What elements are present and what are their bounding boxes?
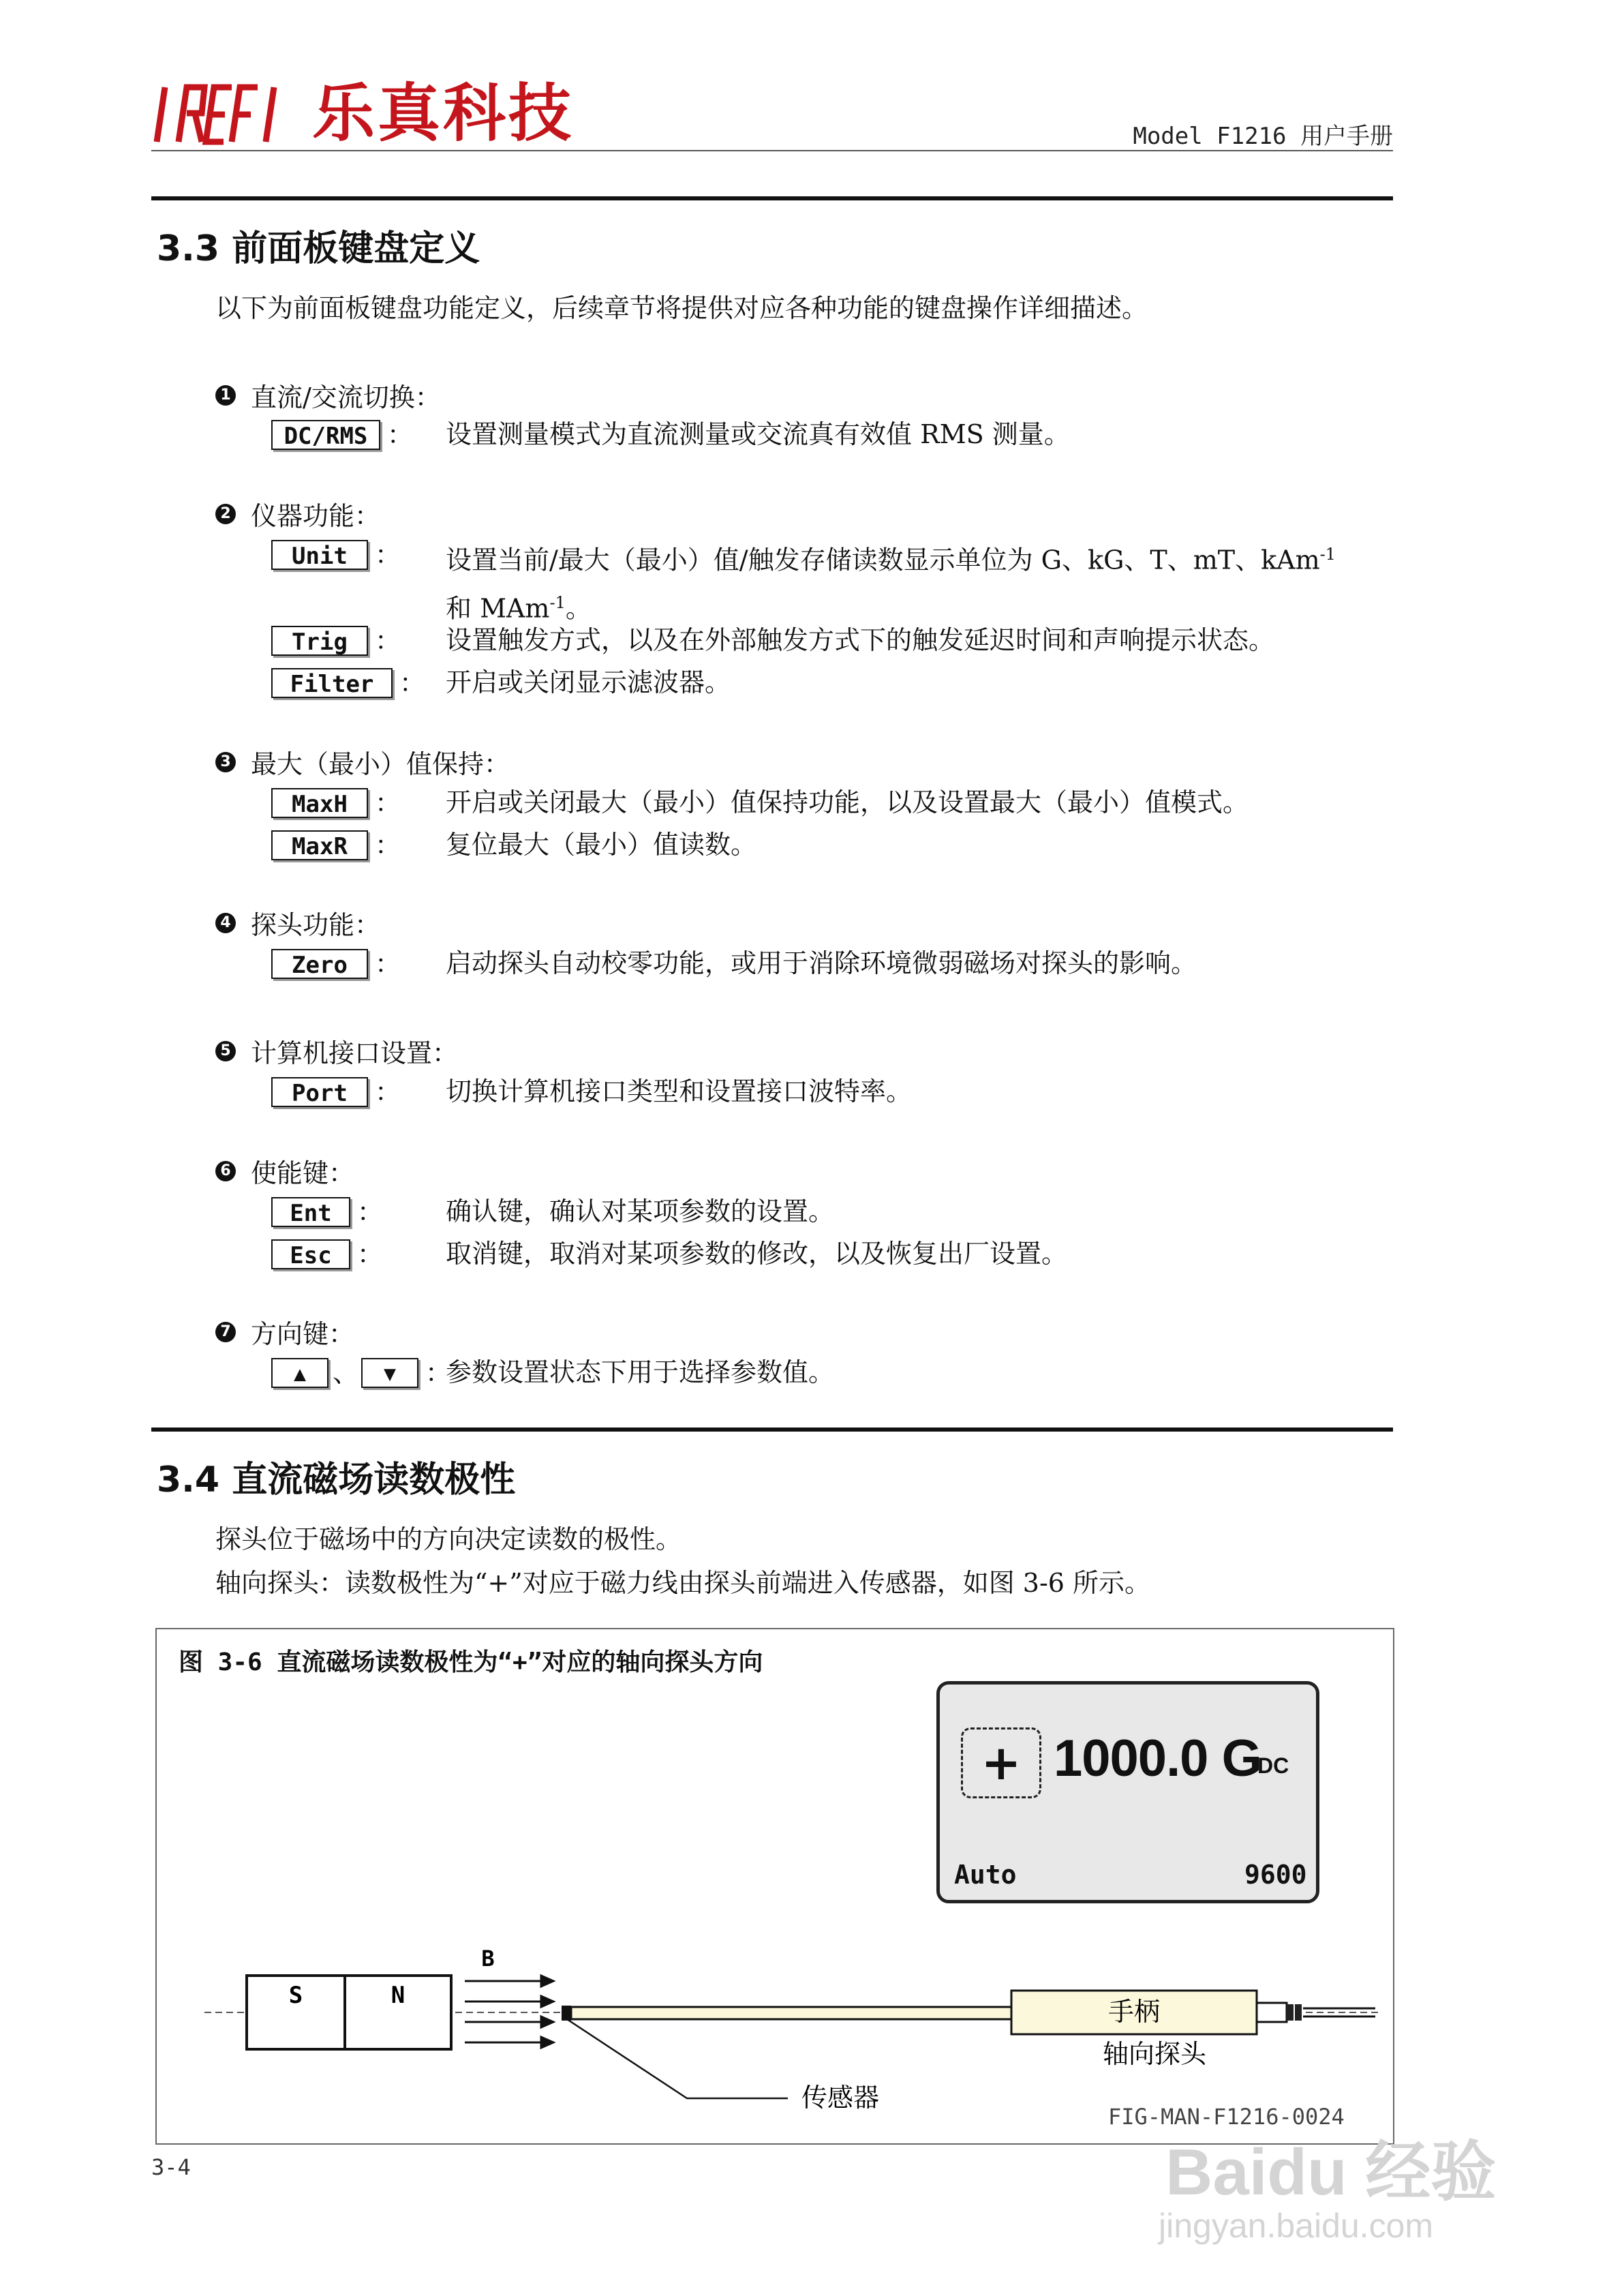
bullet-number: 3 [215, 752, 236, 772]
connector [1257, 2003, 1287, 2022]
key-esc[interactable]: Esc [271, 1239, 350, 1269]
key-ent[interactable]: Ent [271, 1197, 350, 1227]
key-row-ent: Ent ： [271, 1197, 383, 1227]
lcd-polarity-sign: + [961, 1727, 1041, 1798]
magnet-s-label: S [288, 1982, 303, 2009]
bullet-number: 7 [215, 1322, 236, 1342]
key-desc-port: 切换计算机接口类型和设置接口波特率。 [446, 1076, 913, 1106]
key-desc-dc-rms: 设置测量模式为直流测量或交流真有效值 RMS 测量。 [446, 419, 1070, 449]
probe-label: 轴向探头 [1103, 2039, 1207, 2069]
key-row-port: Port ： [271, 1077, 401, 1107]
lcd-range: Auto [954, 1860, 1017, 1890]
key-row-esc: Esc ： [271, 1239, 383, 1269]
key-row-trig: Trig ： [271, 626, 401, 656]
section-title-3-4: 3.4 直流磁场读数极性 [157, 1460, 516, 1500]
key-row-filter: Filter ： [271, 668, 425, 698]
key-desc-trig: 设置触发方式，以及在外部触发方式下的触发延迟时间和声响提示状态。 [446, 625, 1275, 655]
key-desc-ent: 确认键，确认对某项参数的设置。 [446, 1196, 835, 1226]
group-title: 使能键： [251, 1158, 355, 1188]
magnet-n-label: N [391, 1982, 406, 2009]
key-port[interactable]: Port [271, 1077, 368, 1107]
key-zero[interactable]: Zero [271, 949, 368, 979]
group-title: 最大（最小）值保持： [251, 749, 510, 779]
key-desc-zero: 启动探头自动校零功能，或用于消除环境微弱磁场对探头的影响。 [446, 948, 1197, 978]
group-title: 仪器功能： [251, 501, 381, 531]
connector-ring [1287, 2004, 1294, 2021]
figure-caption: 图 3-6 直流磁场读数极性为“+”对应的轴向探头方向 [179, 1648, 763, 1676]
bullet-number: 6 [215, 1161, 236, 1181]
bullet-number: 2 [215, 504, 236, 524]
group-title: 计算机接口设置： [251, 1038, 459, 1068]
group-title: 方向键： [251, 1319, 355, 1349]
connector-ring [1295, 2004, 1302, 2021]
key-maxr[interactable]: MaxR [271, 830, 368, 860]
key-row-unit: Unit ： [271, 540, 401, 570]
sensor-leader [567, 2019, 788, 2098]
watermark-brand: Baidu 经验 [1165, 2136, 1497, 2209]
group-dc-rms [215, 376, 441, 414]
key-row-maxr: MaxR ： [271, 830, 401, 860]
key-up-arrow[interactable]: ▲ [271, 1358, 328, 1388]
key-dc-rms[interactable]: DC/RMS [271, 420, 380, 450]
section-rule [151, 196, 1393, 200]
key-row-arrows: ▲ 、 ▼ ： [271, 1358, 451, 1388]
lcd-baud: 9600 [1244, 1860, 1307, 1890]
group-enable [215, 1152, 354, 1190]
section-rule [151, 1428, 1393, 1432]
key-maxh[interactable]: MaxH [271, 788, 368, 818]
lcd-reading: 1000.0 G [1054, 1729, 1261, 1787]
key-unit[interactable]: Unit [271, 540, 368, 570]
group-title: 直流/交流切换： [251, 382, 441, 412]
manual-title: Model F1216 用户手册 [1133, 123, 1393, 150]
group-probe [215, 904, 380, 941]
header-rule [151, 150, 1393, 151]
section-title-3-3: 3.3 前面板键盘定义 [157, 228, 480, 269]
watermark-url: jingyan.baidu.com [1159, 2207, 1434, 2245]
section34-p1: 探头位于磁场中的方向决定读数的极性。 [215, 1524, 682, 1554]
handle-label: 手柄 [1107, 1997, 1161, 2027]
key-row-zero: Zero ： [271, 949, 401, 979]
key-filter[interactable]: Filter [271, 668, 393, 698]
probe-diagram [155, 1936, 1394, 2127]
key-desc-unit: 设置当前/最大（最小）值/触发存储读数显示单位为 G、kG、T、mT、kAm$^{-1}$ 和 MAm$^{-1}$。 [446, 545, 1336, 624]
field-label: B [481, 1946, 495, 1972]
key-desc-filter: 开启或关闭显示滤波器。 [446, 667, 731, 697]
group-max-hold [215, 743, 510, 781]
bullet-number: 5 [215, 1041, 236, 1061]
key-desc-maxh: 开启或关闭最大（最小）值保持功能，以及设置最大（最小）值模式。 [446, 787, 1249, 817]
key-trig[interactable]: Trig [271, 626, 368, 656]
bullet-number: 4 [215, 913, 236, 933]
group-direction [215, 1313, 354, 1350]
company-name: 乐真科技 [312, 76, 575, 150]
logo-text: IREFI [151, 80, 153, 81]
key-row-dc-rms: DC/RMS ： [271, 420, 413, 450]
key-desc-esc: 取消键，取消对某项参数的修改，以及恢复出厂设置。 [446, 1239, 1068, 1269]
key-desc-maxr: 复位最大（最小）值读数。 [446, 830, 757, 860]
figure-id: FIG-MAN-F1216-0024 [1108, 2104, 1345, 2130]
section-intro: 以下为前面板键盘功能定义，后续章节将提供对应各种功能的键盘操作详细描述。 [215, 293, 1148, 323]
refi-logo [151, 80, 288, 149]
key-down-arrow[interactable]: ▼ [361, 1358, 418, 1388]
group-port [215, 1032, 458, 1070]
sensor-tip [562, 2006, 571, 2021]
section34-p2: 轴向探头：读数极性为“+”对应于磁力线由探头前端进入传感器，如图 3-6 所示。 [215, 1568, 1151, 1598]
key-row-maxh: MaxH ： [271, 788, 401, 818]
lcd-mode: DC [1257, 1753, 1289, 1778]
key-desc-arrows: 参数设置状态下用于选择参数值。 [446, 1357, 835, 1387]
group-instrument [215, 495, 380, 532]
sensor-label: 传感器 [801, 2083, 880, 2113]
page-number: 3-4 [151, 2154, 191, 2180]
arrow-separator: 、 [333, 1358, 359, 1388]
bullet-number: 1 [215, 385, 236, 406]
group-title: 探头功能： [251, 910, 381, 940]
